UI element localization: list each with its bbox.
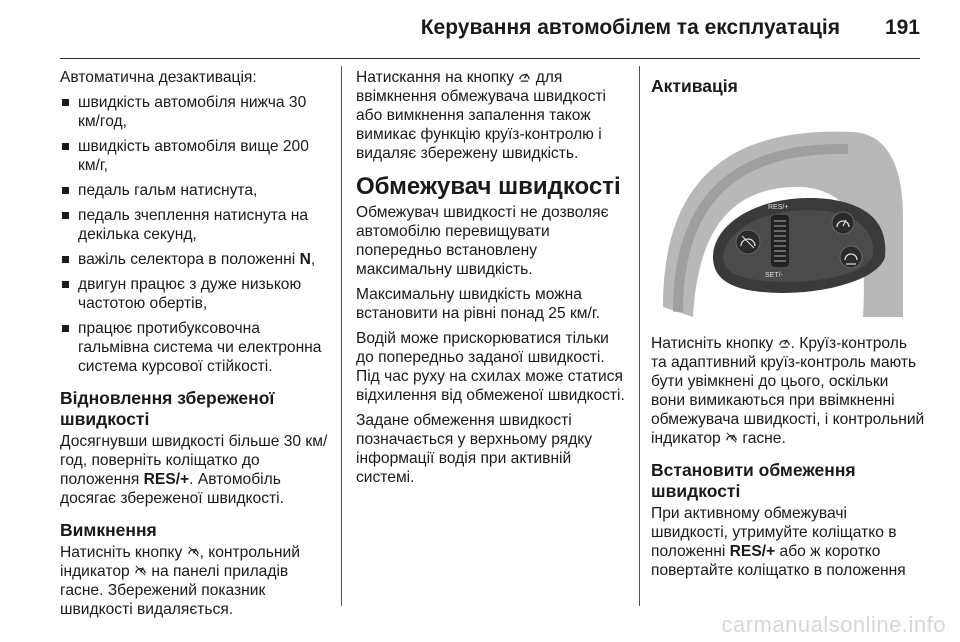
deactivation-list	[60, 93, 332, 376]
column-3	[651, 68, 926, 586]
page-number: 191	[884, 16, 920, 39]
header-title: Керування автомобілем та експлуатація	[420, 16, 840, 39]
text-paragraph: Натисніть кнопку . Круїз-контроль та адаптивний круїз-контроль мають бути увімкнені до цього, оскільки вони вимикаються при ввімкненні обмежувача швидкості, і контрольний індикатор гасне.	[651, 335, 925, 447]
list-item: педаль гальм натиснута,	[60, 181, 332, 200]
steering-wheel-figure	[653, 107, 911, 317]
res-label: RES/+	[768, 204, 789, 211]
column-divider	[639, 66, 640, 606]
speed-limiter-icon	[518, 70, 531, 83]
text-paragraph: При активному обмежувачі швидкості, утримуйте коліщатко в положенні RES/+ або ж коротко повертайте коліщатко в положення	[651, 505, 906, 579]
list-item: педаль зчеплення натиснута на декілька секунд,	[60, 206, 332, 244]
header-rule	[60, 58, 920, 59]
text-paragraph: Обмежувач швидкості не дозволяє автомобілю перевищувати попередньо встановлену максимальну швидкість.	[356, 204, 609, 278]
cruise-off-icon	[187, 545, 200, 558]
speed-limiter-icon	[778, 336, 791, 349]
cruise-off-icon	[134, 564, 147, 577]
text-paragraph: Задане обмеження швидкості позначається у верхньому рядку інформації водія при активній системі.	[356, 412, 593, 486]
text-paragraph: Водій може прискорюватися тільки до попередньо заданої швидкості. Під час руху на схилах може статися відхилення від обмеженої швидкості.	[356, 330, 625, 404]
list-item: швидкість автомобіля нижча 30 км/год,	[60, 93, 332, 131]
list-item: швидкість автомобіля вище 200 км/г,	[60, 137, 332, 175]
column-divider	[341, 66, 342, 606]
restore-text: Досягнувши швидкості більше 30 км/год, поверніть коліщатко до положення RES/+. Автомобіль досягає збереженої швидкості.	[60, 433, 328, 507]
set-label: SET/-	[765, 272, 783, 279]
heading-limiter: Обмежувач швидкості	[356, 173, 621, 200]
off-text: Натисніть кнопку , контрольний індикатор на панелі приладів гасне. Збережений показник швидкості видаляється.	[60, 544, 300, 618]
list-item: важіль селектора в положенні N,	[60, 250, 332, 269]
intro-text: Автоматична дезактивація:	[60, 69, 257, 86]
heading-restore: Відновлення збереженої швидкості	[60, 388, 275, 429]
page-header	[60, 0, 920, 60]
list-item: двигун працює з дуже низькою частотою обертів,	[60, 275, 332, 313]
heading-set-limit: Встановити обмеження швидкості	[651, 460, 856, 501]
heading-off: Вимкнення	[60, 520, 157, 540]
text-paragraph: Максимальну швидкість можна встановити на рівні понад 25 км/г.	[356, 286, 600, 322]
text-paragraph: Натискання на кнопку для ввімкнення обмежувача швидкості або вимкнення запалення також вимикає функцію круїз-контролю і видаляє збережену швидкість.	[356, 69, 606, 162]
cruise-off-icon	[725, 431, 738, 444]
watermark: carmanualsonline.info	[721, 612, 946, 637]
heading-activation: Активація	[651, 76, 738, 96]
list-item: працює протибуксовочна гальмівна система чи електронна система курсової стійкості.	[60, 319, 332, 376]
column-1	[60, 68, 332, 625]
column-2	[356, 68, 628, 493]
